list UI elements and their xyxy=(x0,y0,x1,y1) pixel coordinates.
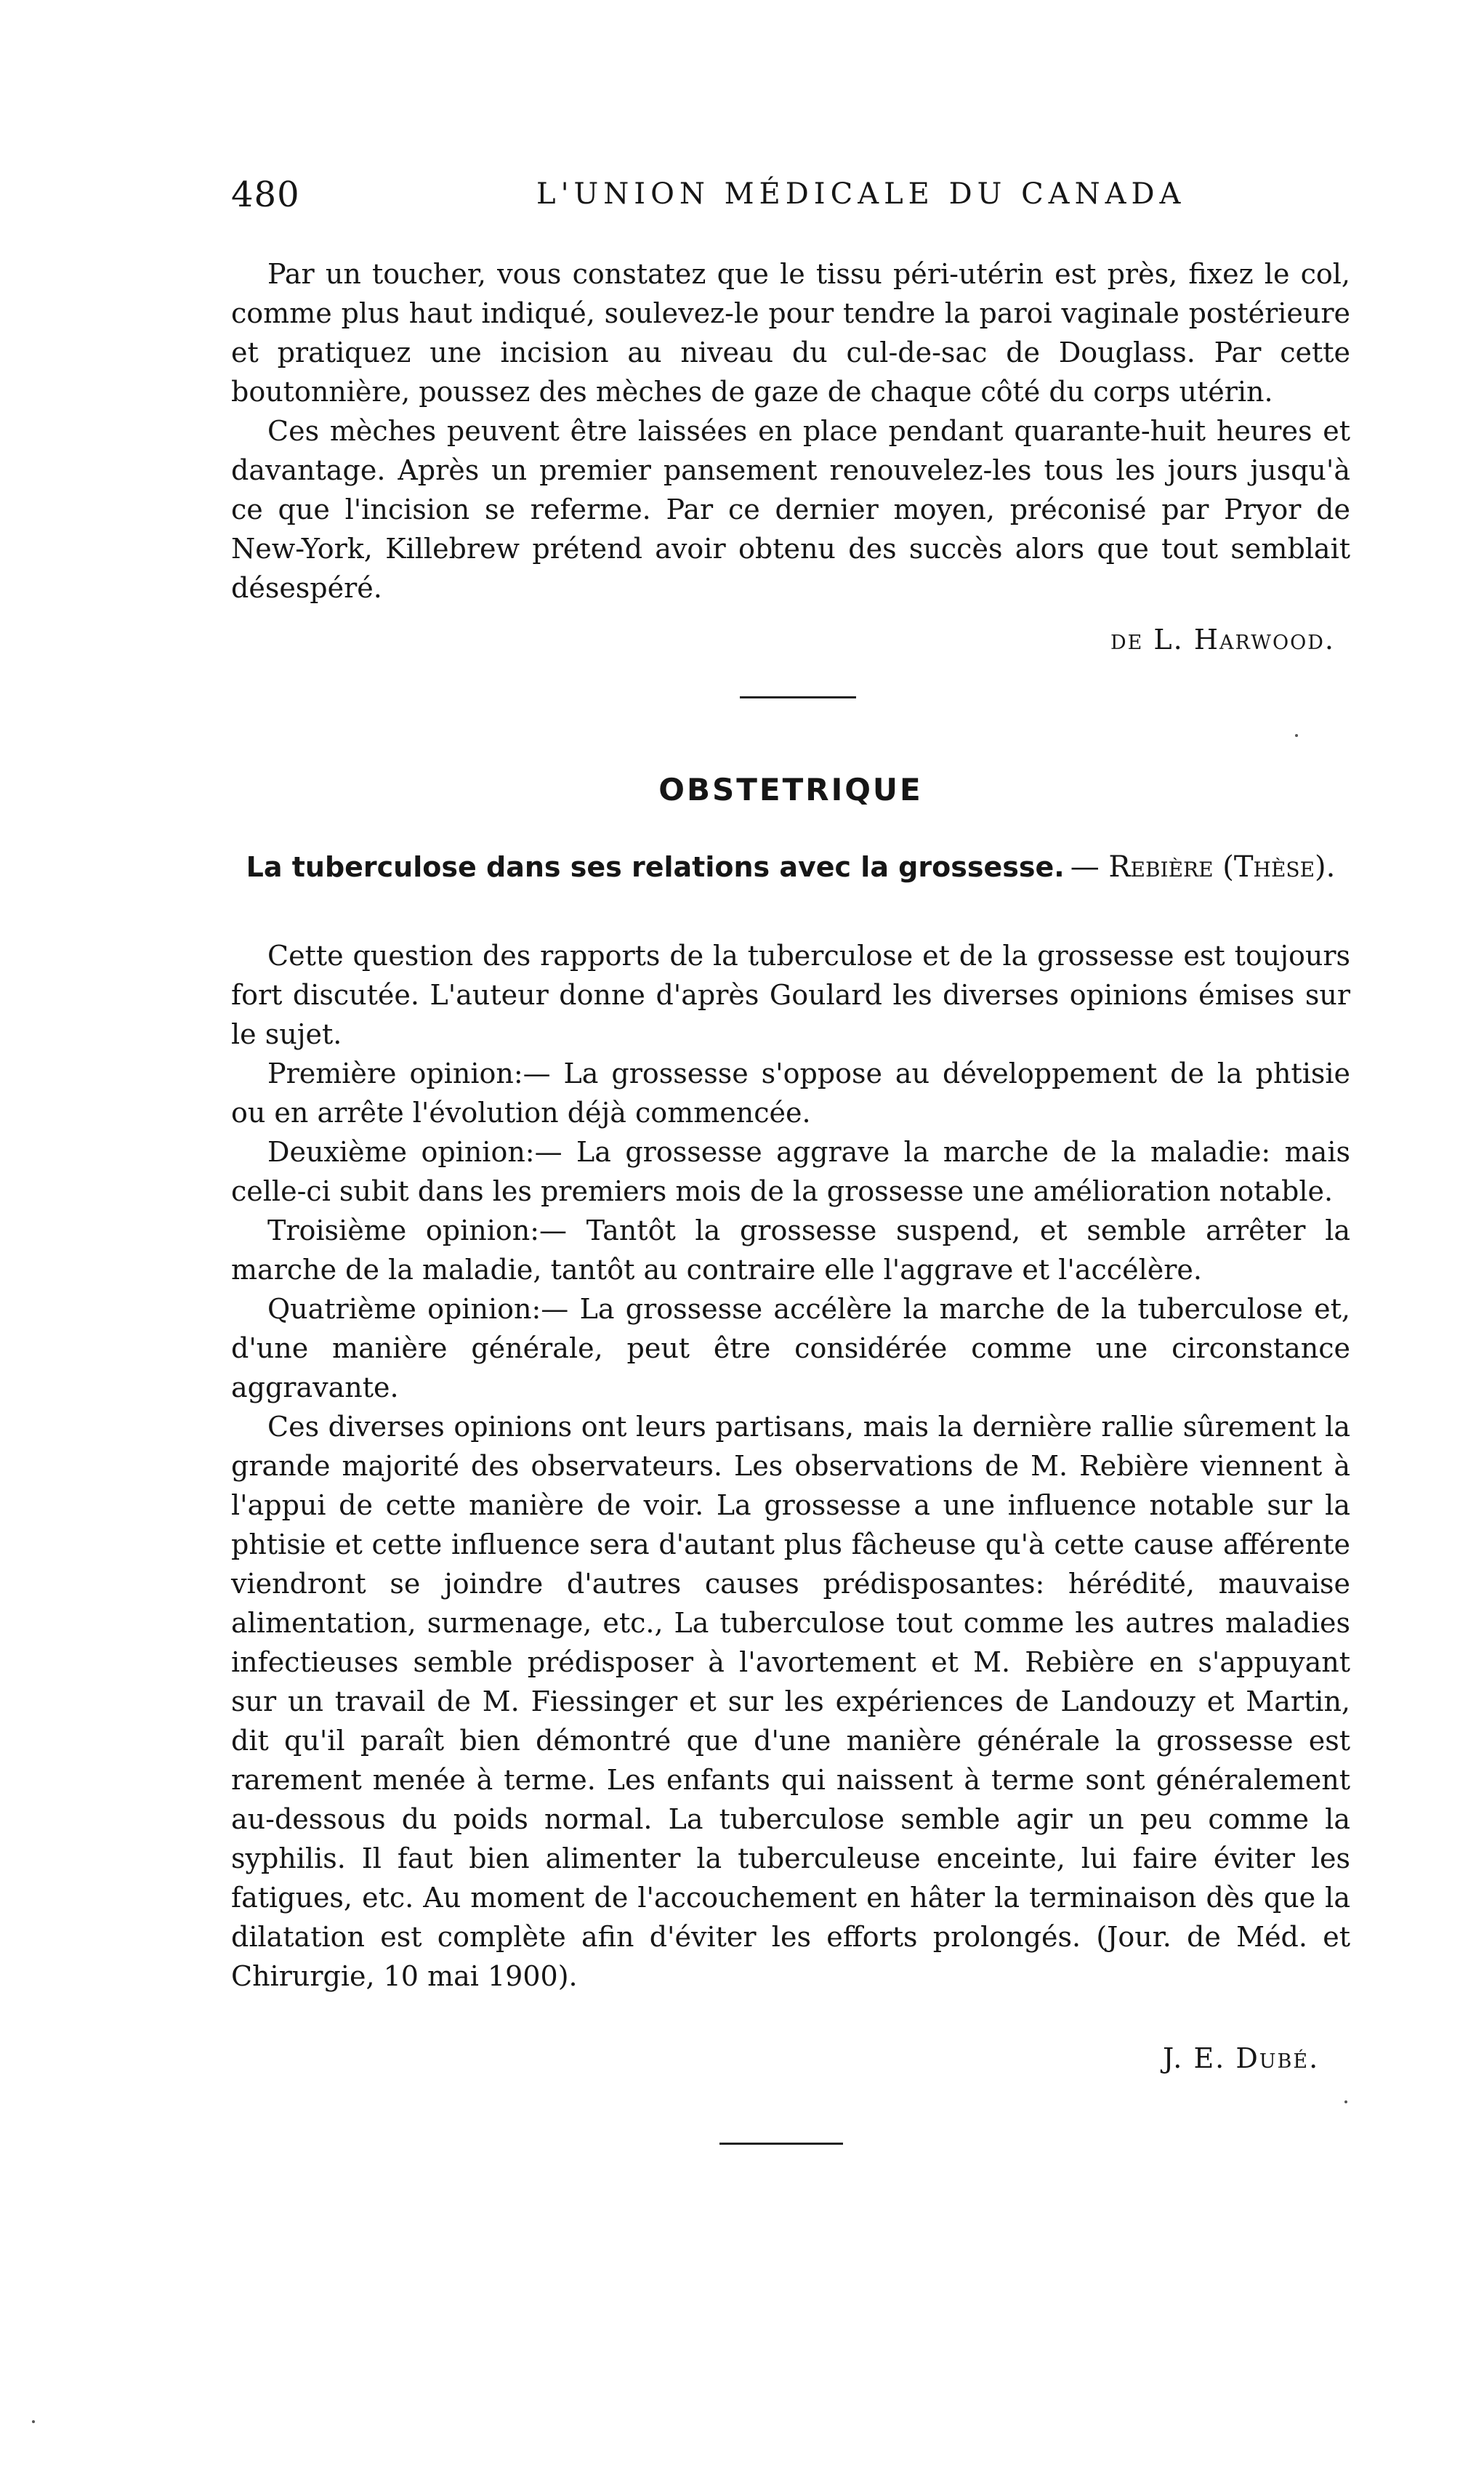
scan-speck xyxy=(1344,2100,1347,2103)
paragraph: Par un toucher, vous constatez que le tissu péri-utérin est près, fixez le col, comme plus haut indiqué, soulevez-le pour tendre la paroi vaginale postérieure et pratiquez une incision au niveau du cul-de-sac de Douglass. Par cette boutonnière, poussez des mèches de gaze de chaque côté du corps utérin. xyxy=(231,258,1350,408)
paragraph: Ces mèches peuvent être laissées en place pendant quarante-huit heures et davantage. Après un premier pansement renouvelez-les tous les jours jusqu'à ce que l'incision se referme. Par ce dernier moyen, préconisé par Pryor de New-York, Killebrew prétend avoir obtenu des succès alors que tout semblait désespéré. xyxy=(231,415,1350,604)
section-title: OBSTETRIQUE xyxy=(658,772,923,807)
article-signature: J. E. Dubé. xyxy=(1163,2042,1320,2074)
article-title-line xyxy=(231,850,1350,884)
end-divider xyxy=(719,2143,843,2145)
previous-article-body xyxy=(231,254,1350,608)
paragraph: Quatrième opinion:— La grossesse accélère la marche de la tuberculose et, d'une manière générale, peut être considérée comme une circonstance aggravante. xyxy=(231,1293,1350,1403)
page-number: 480 xyxy=(231,174,300,215)
paragraph: Première opinion:— La grossesse s'oppose au développement de la phtisie ou en arrête l'évolution déjà commencée. xyxy=(231,1057,1350,1129)
section-divider xyxy=(740,696,856,698)
paragraph: Ces diverses opinions ont leurs partisans, mais la dernière rallie sûrement la grande majorité des observateurs. Les observations de M. Rebière viennent à l'appui de cette manière de voir. La grossesse a une influence notable sur la phtisie et cette influence sera d'autant plus fâcheuse qu'à cette cause afférente viendront se joindre d'autres causes prédisposantes: hérédité, mauvaise alimentation, surmenage, etc., La tuberculose tout comme les autres maladies infectieuses semble prédisposer à l'avortement et M. Rebière en s'appuyant sur un travail de M. Fiessinger et sur les expériences de Landouzy et Martin, dit qu'il paraît bien démontré que d'une manière générale la grossesse est rarement menée à terme. Les enfants qui naissent à terme sont généralement au-dessous du poids normal. La tuberculose semble agir un peu comme la syphilis. Il faut bien alimenter la tuberculeuse enceinte, lui faire éviter les fatigues, etc. Au moment de l'accouchement en hâter la terminaison dès que la dilatation est complète afin d'éviter les efforts prolongés. (Jour. de Méd. et Chirurgie, 10 mai 1900). xyxy=(231,1411,1350,1992)
article-source: — Rebière (Thèse). xyxy=(1070,850,1336,884)
scan-speck xyxy=(1295,734,1298,737)
page-header xyxy=(231,174,1350,233)
paragraph: Troisième opinion:— Tantôt la grossesse suspend, et semble arrêter la marche de la maladie, tantôt au contraire elle l'aggrave et l'accélère. xyxy=(231,1214,1350,1286)
previous-article-signature: de L. Harwood. xyxy=(1110,624,1335,656)
paragraph: Deuxième opinion:— La grossesse aggrave la marche de la maladie: mais celle-ci subit dans les premiers mois de la grossesse une amélioration notable. xyxy=(231,1136,1350,1207)
paragraph: Cette question des rapports de la tuberculose et de la grossesse est toujours fort discutée. L'auteur donne d'après Goulard les diverses opinions émises sur le sujet. xyxy=(231,940,1350,1050)
article-body xyxy=(231,936,1350,1996)
scan-speck xyxy=(32,2420,35,2423)
running-title: L'UNION MÉDICALE DU CANADA xyxy=(536,177,1186,211)
article-title: La tuberculose dans ses relations avec la grossesse. xyxy=(246,851,1065,883)
